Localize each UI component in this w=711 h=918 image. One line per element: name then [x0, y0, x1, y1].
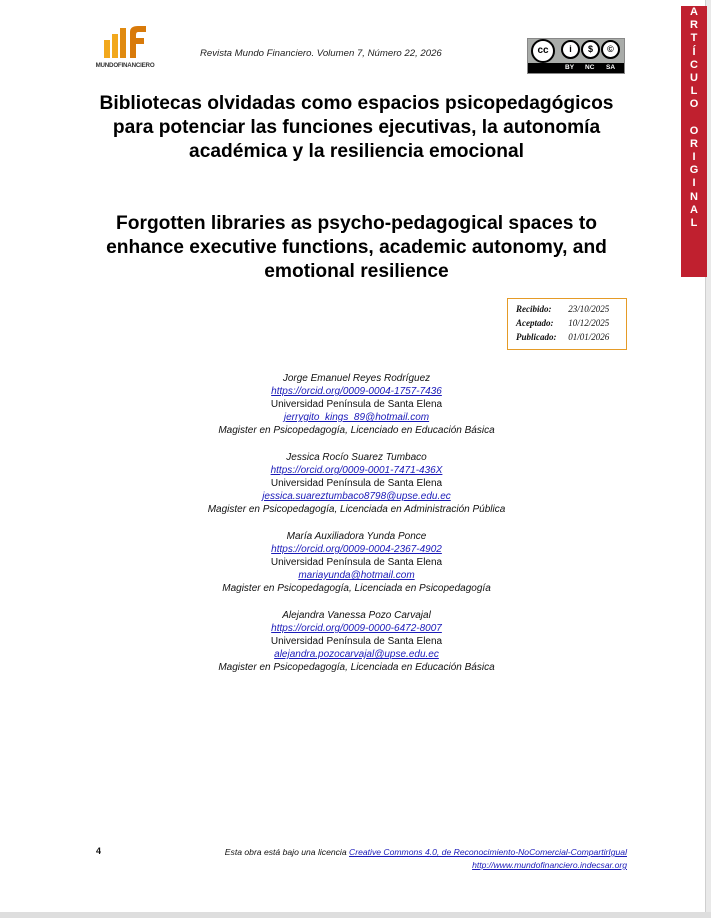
license-link[interactable]: Creative Commons 4.0, de Reconocimiento-NoComercial-CompartirIgual [349, 847, 627, 857]
tab-letter: R [690, 137, 698, 150]
author-degree: Magister en Psicopedagogía, Licenciado en Educación Básica [218, 425, 495, 436]
email-link[interactable]: alejandra.pozocarvajal@upse.edu.ec [274, 649, 439, 660]
license-label-sa: SA [606, 64, 616, 71]
site-link[interactable]: http://www.mundofinanciero.indecsar.org [472, 860, 627, 870]
tab-letter: G [689, 164, 699, 177]
license-label-by: BY [565, 64, 575, 71]
email-link[interactable]: mariayunda@hotmail.com [298, 570, 415, 581]
received-date: 23/10/2025 [568, 304, 610, 314]
email-link[interactable]: jessica.suareztumbaco8798@upse.edu.ec [262, 491, 451, 502]
title-spanish: Bibliotecas olvidadas como espacios psicopedagógicos para potenciar las funciones ejecutivas, la autonomía académica y la resiliencia emocional [99, 93, 614, 162]
author-name: Jessica Rocío Suarez Tumbaco [286, 452, 427, 463]
dates-box [507, 298, 627, 350]
viewer-bottom-edge [0, 912, 711, 918]
by-icon: i [561, 40, 580, 59]
footer-license [142, 846, 627, 872]
tab-letter: L [690, 85, 698, 98]
author-university: Universidad Península de Santa Elena [270, 557, 443, 568]
orcid-link[interactable]: https://orcid.org/0009-0000-6472-8007 [271, 623, 442, 634]
email-link[interactable]: jerrygito_kings_89@hotmail.com [283, 412, 430, 423]
tab-letter: N [690, 190, 698, 203]
received-label: Recibido: [516, 304, 552, 314]
logo-text: MUNDOFINANCIERO [95, 62, 155, 69]
accepted-row [516, 316, 609, 330]
tab-letter [681, 112, 707, 125]
page-number: 4 [96, 846, 102, 856]
title-english: Forgotten libraries as psycho-pedagogical spaces to enhance executive functions, academic autonomy, and emotional resilience [106, 213, 607, 282]
published-date: 01/01/2026 [568, 332, 610, 342]
author-block [90, 530, 623, 595]
tab-letter: U [690, 71, 698, 84]
tab-letter: O [689, 98, 699, 111]
tab-letter: R [690, 19, 698, 32]
tab-letter: O [689, 124, 699, 137]
license-prefix: Esta obra está bajo una licencia [224, 847, 350, 857]
author-block [90, 451, 623, 516]
journal-citation: Revista Mundo Financiero. Volumen 7, Número 22, 2026 [200, 48, 442, 59]
orcid-link[interactable]: https://orcid.org/0009-0001-7471-436X [270, 465, 443, 476]
accepted-date: 10/12/2025 [568, 318, 610, 328]
cc-license-badge[interactable] [527, 38, 625, 74]
cc-icon: cc [531, 39, 555, 63]
author-degree: Magister en Psicopedagogía, Licenciada en Educación Básica [218, 662, 495, 673]
tab-letter: A [690, 203, 698, 216]
author-name: María Auxiliadora Yunda Ponce [286, 531, 427, 542]
author-degree: Magister en Psicopedagogía, Licenciada en Administración Pública [207, 504, 506, 515]
author-university: Universidad Península de Santa Elena [270, 399, 443, 410]
author-name: Jorge Emanuel Reyes Rodríguez [282, 373, 431, 384]
tab-letter: Í [692, 45, 696, 58]
logo-mark-icon [100, 24, 150, 60]
author-block [90, 372, 623, 437]
published-label: Publicado: [516, 332, 557, 342]
orcid-link[interactable]: https://orcid.org/0009-0004-1757-7436 [271, 386, 442, 397]
tab-letter: I [692, 151, 696, 164]
received-row [516, 302, 609, 316]
sa-icon: © [601, 40, 620, 59]
tab-letter: L [690, 217, 698, 229]
journal-logo [95, 24, 155, 72]
published-row [516, 330, 609, 344]
accepted-label: Aceptado: [516, 318, 554, 328]
tab-letter: C [690, 58, 698, 71]
author-degree: Magister en Psicopedagogía, Licenciada en Psicopedagogía [222, 583, 491, 594]
tab-letter: T [690, 32, 698, 45]
tab-letter: A [690, 6, 698, 18]
author-name: Alejandra Vanessa Pozo Carvajal [282, 610, 431, 621]
tab-letter: I [692, 177, 696, 190]
author-list [90, 372, 623, 688]
author-university: Universidad Península de Santa Elena [270, 478, 443, 489]
article-type-tab [681, 6, 707, 277]
nc-icon: $ [581, 40, 600, 59]
author-university: Universidad Península de Santa Elena [270, 636, 443, 647]
license-label-nc: NC [585, 64, 595, 71]
author-block [90, 609, 623, 674]
orcid-link[interactable]: https://orcid.org/0009-0004-2367-4902 [271, 544, 442, 555]
